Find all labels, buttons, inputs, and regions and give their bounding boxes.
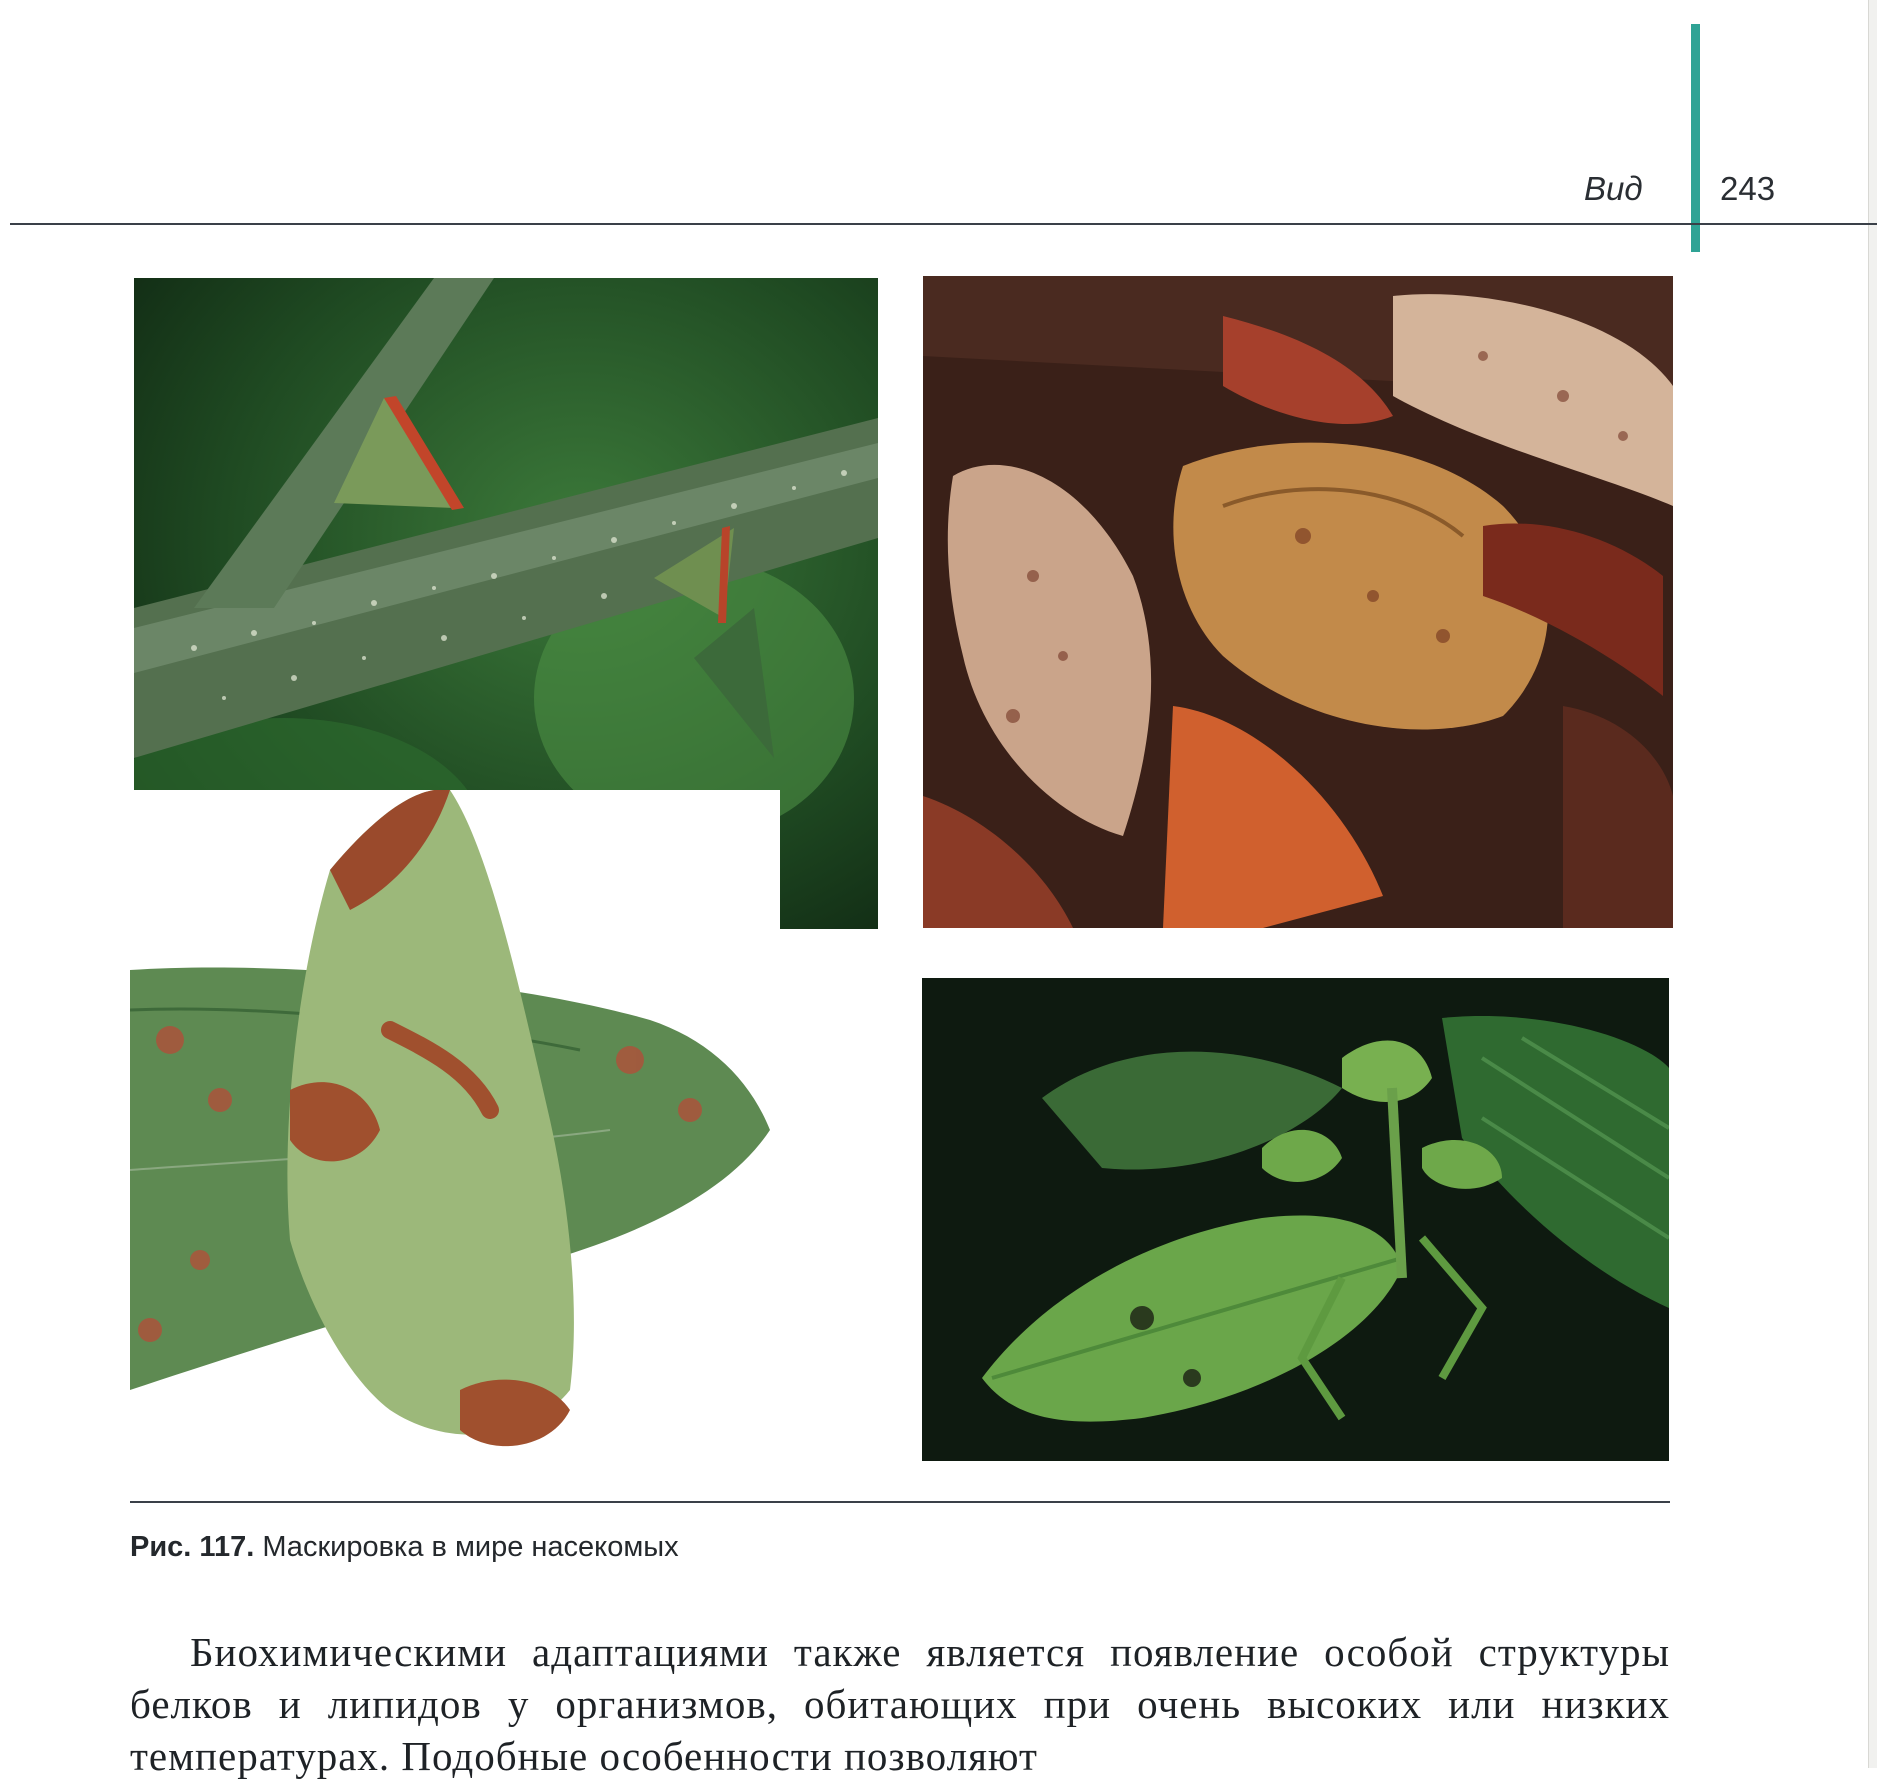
moth-on-leaf-photo	[130, 790, 780, 1457]
figure-caption-rule	[130, 1501, 1670, 1503]
dry-leaves-photo	[923, 276, 1673, 928]
body-text	[130, 1626, 1670, 1782]
header-rule	[10, 223, 1877, 225]
figure-caption-label: Рис. 117.	[130, 1531, 255, 1563]
page-number: 243	[1720, 170, 1776, 207]
running-header-section: Вид	[1584, 170, 1643, 207]
figure-caption	[130, 1531, 679, 1564]
leaf-insect-photo	[922, 978, 1669, 1461]
figure-caption-text: Маскировка в мире насекомых	[262, 1531, 679, 1563]
header-accent-bar	[1691, 24, 1700, 252]
page-edge	[1868, 0, 1877, 1768]
body-paragraph: Биохимическими адаптациями также является появление особой структуры белков и липидов у организмов, обитающих при очень высоких или низких температурах. Подобные особенности позволяют	[130, 1629, 1670, 1779]
